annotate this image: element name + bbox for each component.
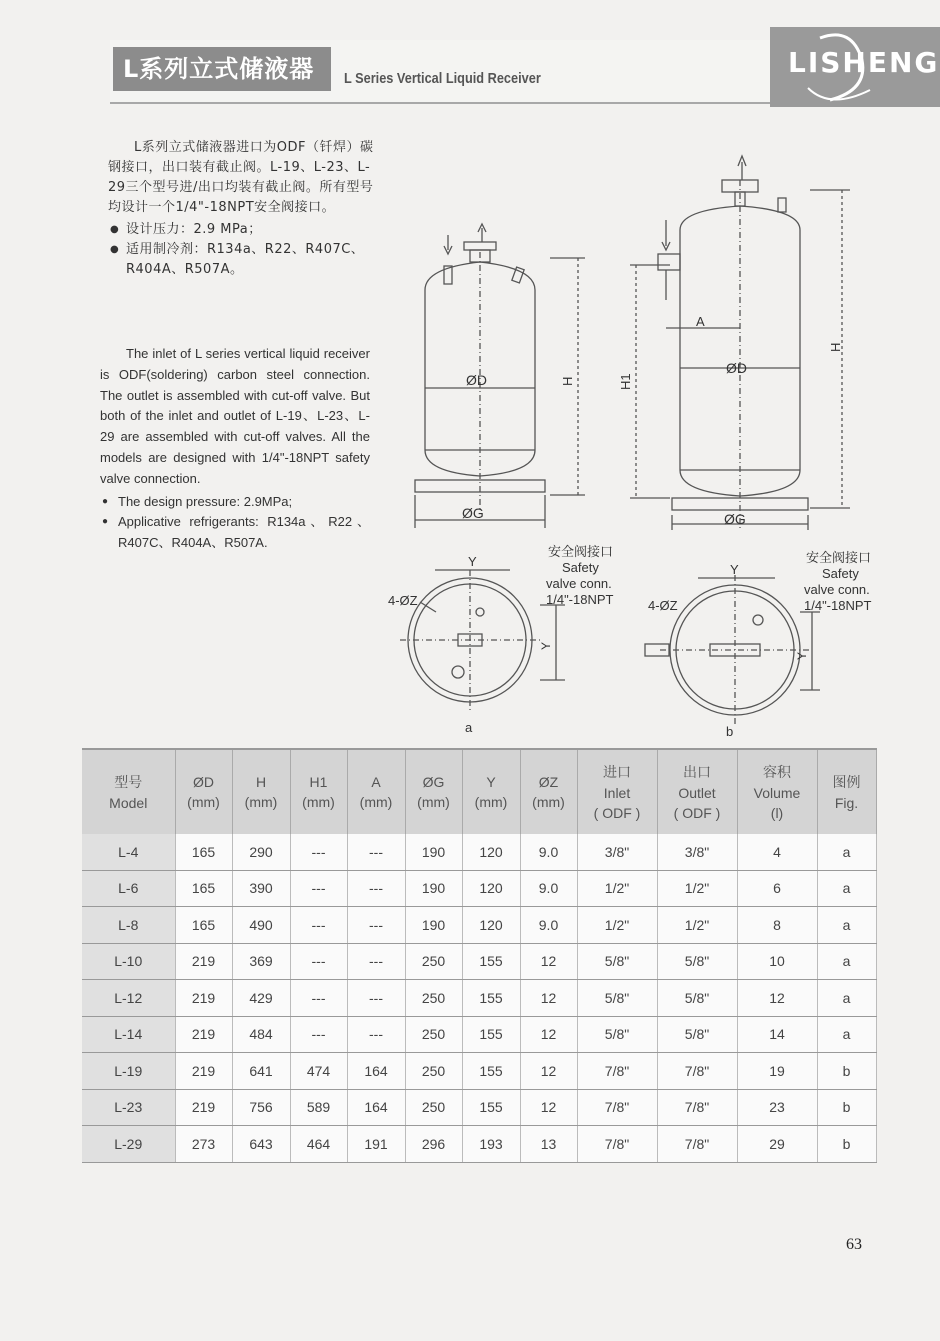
description-en-paragraph: The inlet of L series vertical liquid receiver is ODF(soldering) carbon steel connection. The outlet is assembled with cut-off valve. But both of the inlet and outlet of L-19、L-23、L-29 are assembled with cut-off valves. All the models are designed with 1/4"-18NPT safety valve connection. [100,346,370,486]
table-cell: --- [347,834,405,870]
table-cell: 3/8" [577,834,657,870]
table-cell: 1/2" [577,870,657,907]
table-cell: 5/8" [577,1016,657,1053]
receiver-a-top-view [400,570,540,710]
label-safety-en1-b: Safety [822,566,859,581]
table-cell: 290 [232,834,290,870]
page-title-en: L Series Vertical Liquid Receiver [344,70,541,87]
table-cell: 190 [405,870,462,907]
table-cell: 5/8" [657,1016,737,1053]
table-row [82,870,876,907]
label-y-horizontal-a: Y [468,554,477,569]
label-height-b: H [828,342,843,352]
model-cell: L-19 [82,1053,175,1090]
table-cell: 155 [462,1089,520,1126]
page-number: 63 [846,1236,862,1253]
label-diameter-a: ØD [466,372,487,388]
en-bullet-pressure: ● The design pressure: 2.9MPa; [100,492,370,513]
header-volume: 容积 Volume (l) [737,749,817,834]
table-cell: 7/8" [577,1089,657,1126]
table-cell: --- [290,1016,347,1053]
model-cell: L-14 [82,1016,175,1053]
description-cn [108,138,378,280]
table-cell: 5/8" [577,943,657,980]
table-cell: 429 [232,980,290,1017]
table-cell: 12 [520,943,577,980]
receiver-a-side-view [415,224,545,510]
table-cell: --- [290,834,347,870]
table-cell: 164 [347,1089,405,1126]
table-cell: 6 [737,870,817,907]
table-row [82,980,876,1017]
table-cell: a [817,907,876,944]
table-cell: 7/8" [577,1053,657,1090]
label-base-b: ØG [724,511,746,527]
model-cell: L-4 [82,834,175,870]
table-cell: 474 [290,1053,347,1090]
table-cell: 219 [175,1089,232,1126]
en-bullet-refrigerants: ● Applicative refrigerants: R134a、R22、R407C、R404A、R507A. [100,512,370,554]
table-cell: 219 [175,1016,232,1053]
table-cell: 7/8" [577,1126,657,1163]
description-en [100,344,370,554]
label-safety-spec-a: 1/4"-18NPT [546,592,614,607]
table-cell: 250 [405,943,462,980]
header-height: H (mm) [232,749,290,834]
table-cell: 1/2" [657,907,737,944]
description-cn-bullets [108,220,378,280]
table-cell: 7/8" [657,1126,737,1163]
table-cell: 643 [232,1126,290,1163]
table-cell: --- [347,1016,405,1053]
table-cell: 12 [520,980,577,1017]
label-y-vertical-b: Y [795,651,809,660]
table-cell: --- [290,943,347,980]
table-row [82,943,876,980]
table-cell: 191 [347,1126,405,1163]
table-cell: 9.0 [520,907,577,944]
table-cell: 5/8" [577,980,657,1017]
label-height1-b: H1 [618,373,633,390]
header-outlet: 出口 Outlet ( ODF ) [657,749,737,834]
model-cell: L-6 [82,870,175,907]
table-cell: 3/8" [657,834,737,870]
label-base-a: ØG [462,505,484,521]
table-row [82,1016,876,1053]
table-cell: a [817,870,876,907]
label-safety-spec-b: 1/4"-18NPT [804,598,872,613]
table-cell: 190 [405,907,462,944]
table-cell: 165 [175,907,232,944]
table-cell: 5/8" [657,943,737,980]
table-cell: 390 [232,870,290,907]
header-inlet: 进口 Inlet ( ODF ) [577,749,657,834]
table-cell: 484 [232,1016,290,1053]
table-cell: --- [290,980,347,1017]
table-cell: --- [290,907,347,944]
table-row [82,907,876,944]
table-cell: 155 [462,980,520,1017]
technical-drawing [380,150,900,750]
label-height-a: H [560,376,575,386]
table-cell: 165 [175,870,232,907]
label-diameter-b: ØD [726,360,747,376]
header-diameter: ØD (mm) [175,749,232,834]
header-figure: 图例 Fig. [817,749,876,834]
label-holes-a: 4-ØZ [388,593,418,608]
label-offset-a: A [696,314,705,329]
table-cell: 9.0 [520,834,577,870]
table-cell: 5/8" [657,980,737,1017]
table-cell: 8 [737,907,817,944]
table-cell: 296 [405,1126,462,1163]
table-row [82,1053,876,1090]
figure-label-b: b [726,724,734,739]
table-cell: 464 [290,1126,347,1163]
table-cell: 120 [462,870,520,907]
table-cell: 273 [175,1126,232,1163]
table-cell: 10 [737,943,817,980]
table-cell: 120 [462,907,520,944]
table-cell: 19 [737,1053,817,1090]
model-cell: L-12 [82,980,175,1017]
table-row [82,1126,876,1163]
table-cell: 29 [737,1126,817,1163]
table-cell: 756 [232,1089,290,1126]
label-y-horizontal-b: Y [730,562,739,577]
description-en-bullets [100,492,370,554]
description-cn-paragraph: L系列立式储液器进口为ODF（钎焊）碳钢接口，出口装有截止阀。L-19、L-23、L-29三个型号进/出口均装有截止阀。所有型号均设计一个1/4"-18NPT安全阀接口。 [108,140,374,215]
label-safety-en2-b: valve conn. [804,582,870,597]
table-cell: 165 [175,834,232,870]
table-cell: 155 [462,1016,520,1053]
model-cell: L-29 [82,1126,175,1163]
table-cell: 369 [232,943,290,980]
table-cell: 120 [462,834,520,870]
table-cell: a [817,834,876,870]
table-cell: b [817,1126,876,1163]
header-a: A (mm) [347,749,405,834]
table-cell: --- [290,870,347,907]
table-cell: 1/2" [657,870,737,907]
table-cell: 12 [737,980,817,1017]
table-cell: 250 [405,1016,462,1053]
table-cell: 23 [737,1089,817,1126]
table-row [82,1089,876,1126]
table-cell: 219 [175,943,232,980]
table-cell: 12 [520,1016,577,1053]
table-cell: b [817,1089,876,1126]
model-cell: L-23 [82,1089,175,1126]
table-cell: b [817,1053,876,1090]
figure-label-a: a [465,720,473,735]
header-hole-diameter: ØZ (mm) [520,749,577,834]
table-cell: 4 [737,834,817,870]
model-cell: L-10 [82,943,175,980]
table-cell: 164 [347,1053,405,1090]
table-cell: a [817,980,876,1017]
table-cell: 13 [520,1126,577,1163]
spec-table [82,748,877,1163]
table-cell: 1/2" [577,907,657,944]
table-cell: 155 [462,1053,520,1090]
table-cell: --- [347,870,405,907]
table-header-row [82,749,876,834]
table-cell: a [817,943,876,980]
header-height1: H1 (mm) [290,749,347,834]
header-model: 型号 Model [82,749,175,834]
table-cell: 9.0 [520,870,577,907]
label-safety-en2-a: valve conn. [546,576,612,591]
table-cell: 490 [232,907,290,944]
table-cell: 219 [175,980,232,1017]
table-cell: 155 [462,943,520,980]
table-cell: --- [347,980,405,1017]
header-base-diameter: ØG (mm) [405,749,462,834]
receiver-b-side-view [658,156,808,530]
label-safety-cn-a: 安全阀接口 [548,545,614,560]
label-y-vertical-a: Y [539,641,553,650]
page-title-cn: L系列立式储液器 [113,47,331,91]
table-cell: --- [347,943,405,980]
table-cell: 219 [175,1053,232,1090]
table-row [82,834,876,870]
table-cell: 193 [462,1126,520,1163]
table-cell: 7/8" [657,1089,737,1126]
label-holes-b: 4-ØZ [648,598,678,613]
label-safety-en1-a: Safety [562,560,599,575]
table-cell: 641 [232,1053,290,1090]
table-cell: 250 [405,980,462,1017]
table-cell: 14 [737,1016,817,1053]
table-cell: 250 [405,1089,462,1126]
logo: LISHENG [788,46,940,79]
table-cell: 250 [405,1053,462,1090]
table-body [82,834,876,1162]
table-cell: --- [347,907,405,944]
table-cell: 589 [290,1089,347,1126]
table-cell: 12 [520,1089,577,1126]
cn-bullet-pressure: ● 设计压力：2.9 MPa； [108,220,378,240]
table-cell: a [817,1016,876,1053]
model-cell: L-8 [82,907,175,944]
table-cell: 190 [405,834,462,870]
label-safety-cn-b: 安全阀接口 [806,551,872,566]
cn-bullet-refrigerants: ● 适用制冷剂：R134a、R22、R407C、R404A、R507A。 [108,240,378,280]
header-y: Y (mm) [462,749,520,834]
table-cell: 12 [520,1053,577,1090]
table-cell: 7/8" [657,1053,737,1090]
